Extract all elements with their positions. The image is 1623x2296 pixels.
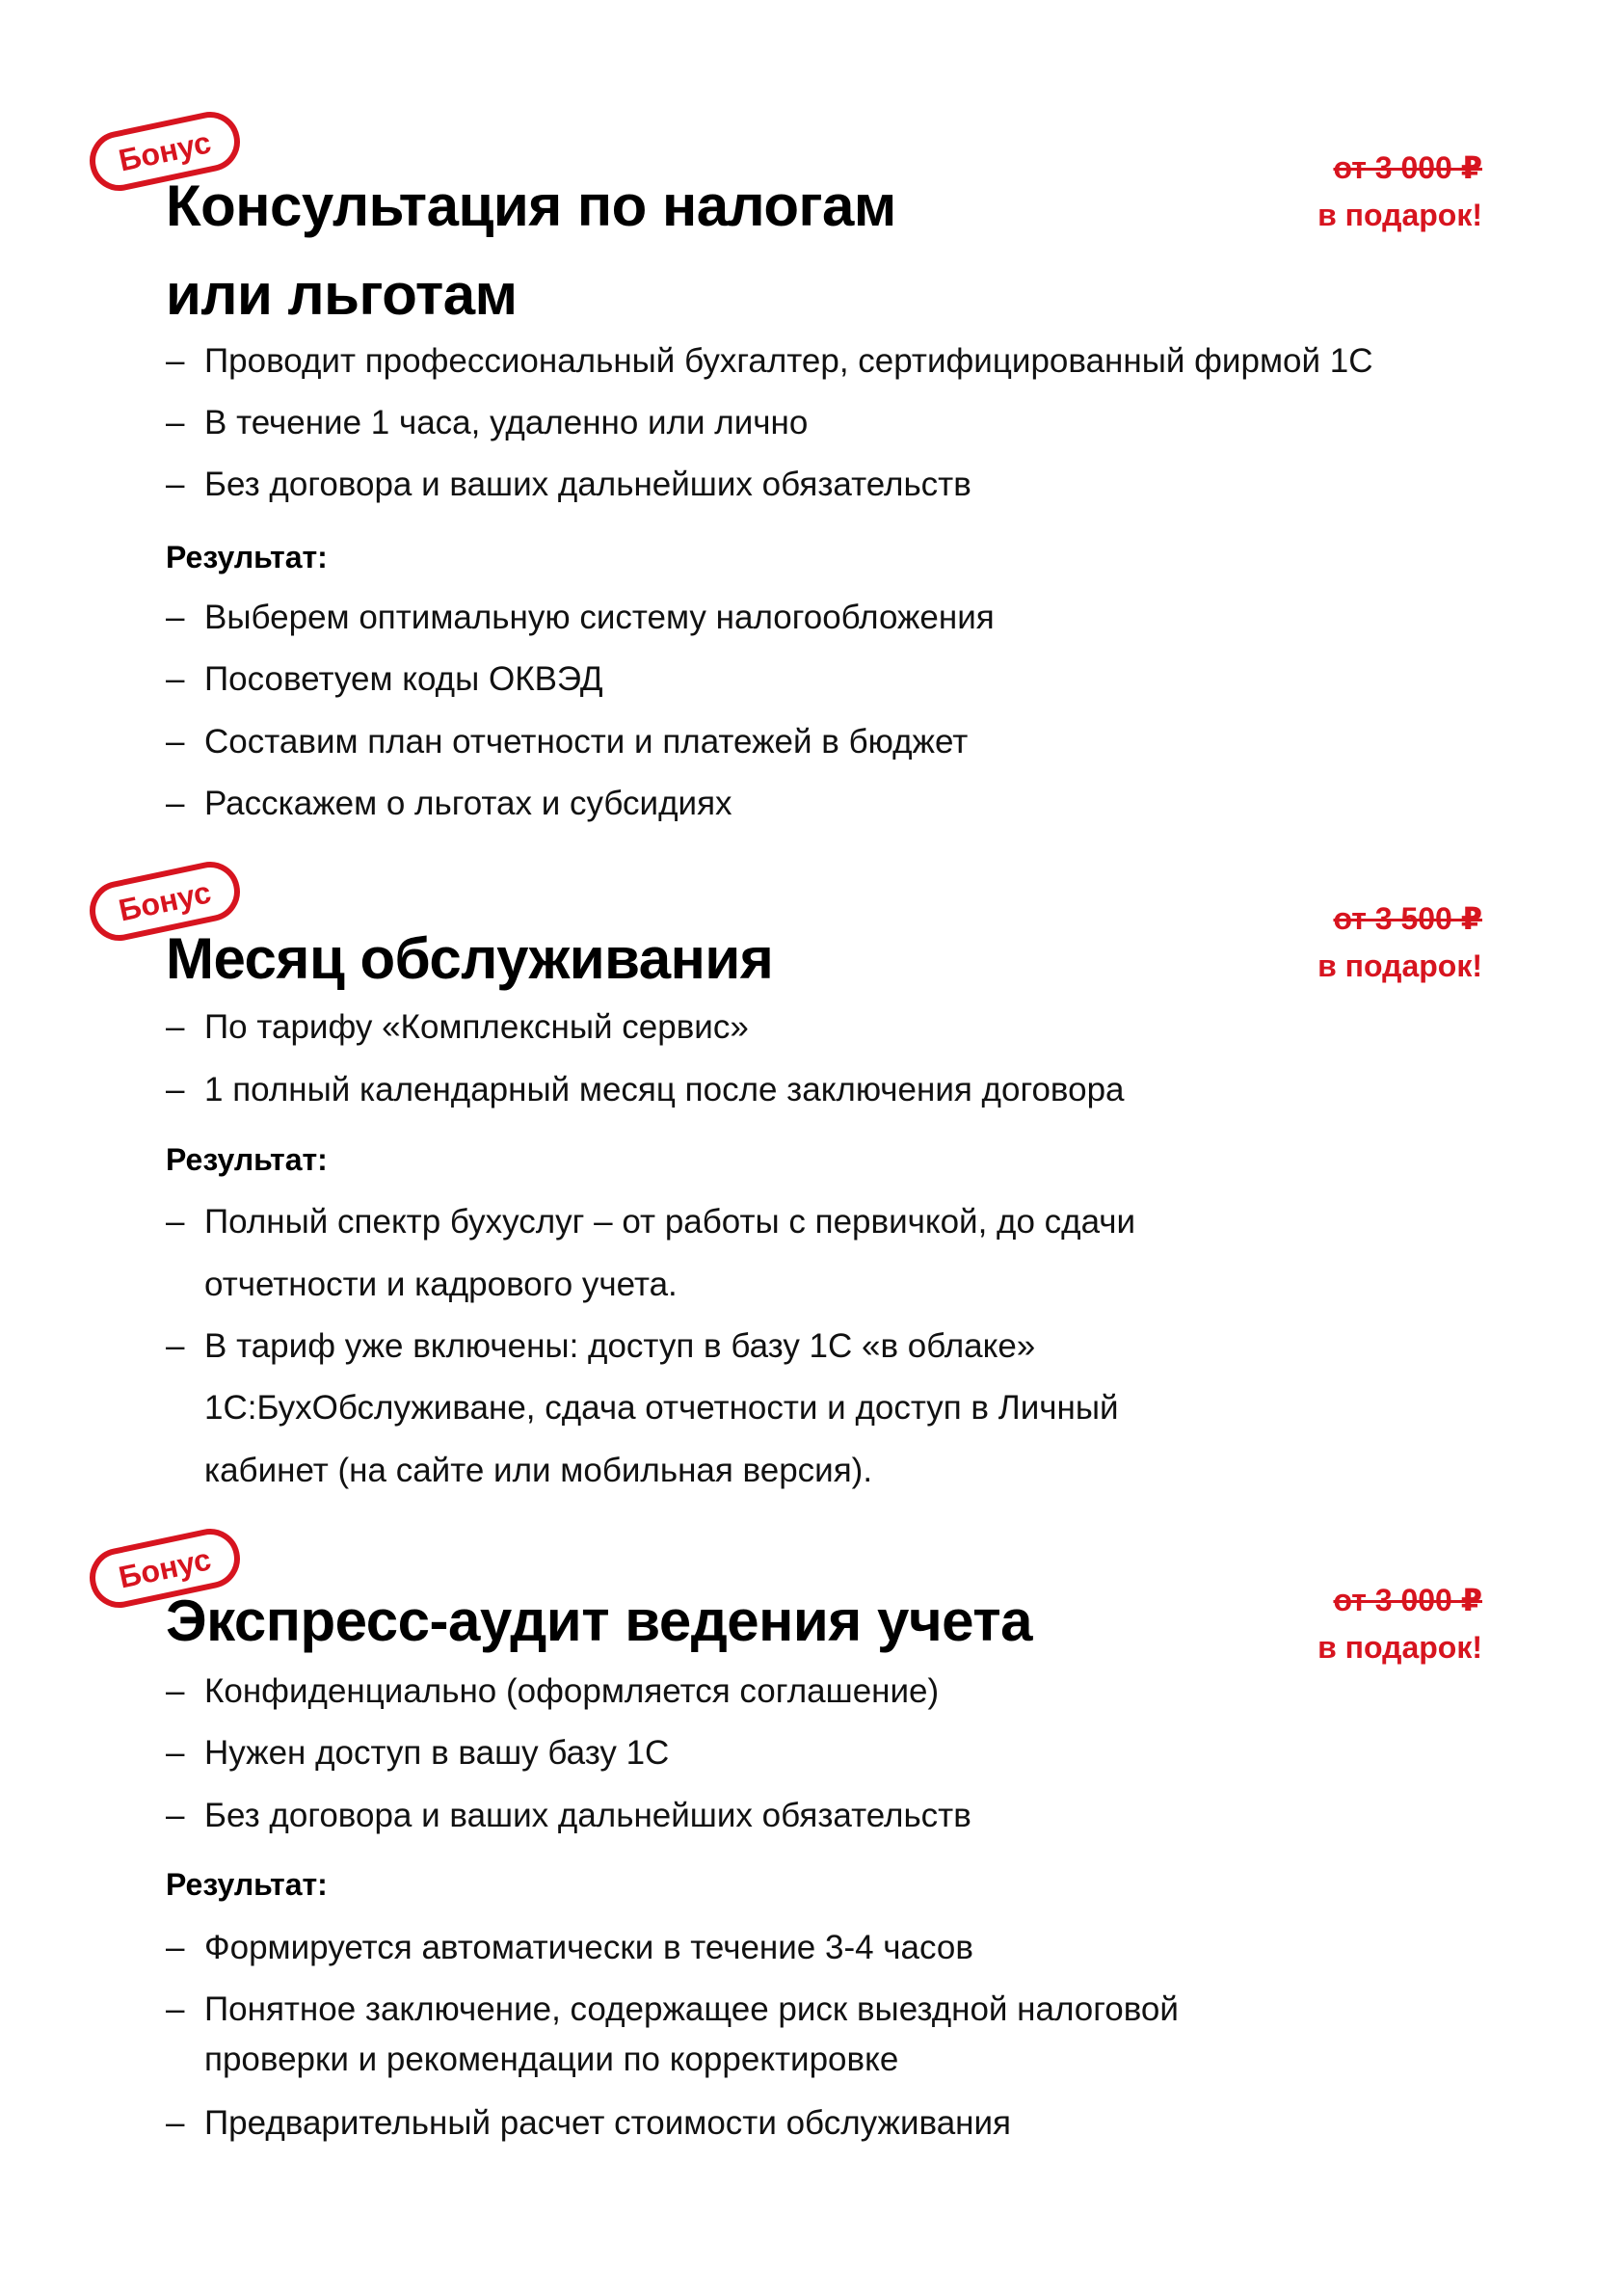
- result-label: Результат:: [166, 1142, 328, 1177]
- bullet-item: [166, 1795, 971, 1837]
- price-old: от 3 500 ₽: [1333, 901, 1482, 936]
- bullet-text: Без договора и ваших дальнейших обязательств: [204, 466, 971, 503]
- bonus-badge-label: Бонус: [115, 1541, 215, 1595]
- result-item: [166, 1325, 1035, 1368]
- result-item: [166, 2102, 1011, 2145]
- price-gift: в подарок!: [1317, 948, 1482, 983]
- price-block: [1317, 1577, 1482, 1671]
- dash: –: [166, 1327, 185, 1365]
- result-item: [166, 597, 995, 639]
- dash: –: [166, 2104, 185, 2142]
- result-item-continuation: проверки и рекомендации по корректировке: [204, 2041, 899, 2078]
- result-item-continuation: кабинет (на сайте или мобильная версия).: [204, 1452, 873, 1489]
- dash: –: [166, 1008, 185, 1046]
- result-item: [166, 658, 603, 701]
- section-title-line-1: Консультация по налогам: [166, 174, 896, 238]
- result-text: Предварительный расчет стоимости обслуживания: [204, 2104, 1011, 2142]
- dash: –: [166, 1203, 185, 1241]
- bullet-item: [166, 340, 1373, 383]
- dash: –: [166, 466, 185, 503]
- result-label: Результат:: [166, 540, 328, 574]
- bullet-item: [166, 1069, 1125, 1111]
- result-item-continuation: отчетности и кадрового учета.: [204, 1266, 678, 1303]
- result-item: [166, 721, 968, 763]
- result-item: [166, 1201, 1135, 1243]
- dash: –: [166, 1797, 185, 1834]
- result-item: [166, 783, 732, 825]
- dash: –: [166, 1734, 185, 1772]
- result-item: [166, 1989, 1179, 2031]
- bullet-text: По тарифу «Комплексный сервис»: [204, 1008, 749, 1046]
- section-title-line-2: или льготам: [166, 262, 518, 327]
- bullet-item: [166, 1670, 939, 1713]
- result-label: Результат:: [166, 1867, 328, 1902]
- bullet-text: В течение 1 часа, удаленно или лично: [204, 404, 809, 441]
- dash: –: [166, 1990, 185, 2028]
- dash: –: [166, 342, 185, 380]
- bullet-item: [166, 464, 971, 506]
- dash: –: [166, 1672, 185, 1710]
- price-block: [1317, 145, 1482, 239]
- bonus-badge-label: Бонус: [115, 874, 215, 928]
- result-item: [166, 1927, 973, 1969]
- result-text: Составим план отчетности и платежей в бюджет: [204, 723, 969, 761]
- bullet-text: Проводит профессиональный бухгалтер, сертифицированный фирмой 1С: [204, 342, 1373, 380]
- dash: –: [166, 723, 185, 761]
- dash: –: [166, 785, 185, 822]
- bullet-item: [166, 1006, 749, 1049]
- dash: –: [166, 660, 185, 698]
- result-item-continuation: 1С:БухОбслуживане, сдача отчетности и доступ в Личный: [204, 1389, 1119, 1427]
- result-text: Понятное заключение, содержащее риск выездной налоговой: [204, 1990, 1179, 2028]
- result-text: В тариф уже включены: доступ в базу 1С «в облаке»: [204, 1327, 1036, 1365]
- dash: –: [166, 1929, 185, 1966]
- result-text: Выберем оптимальную систему налогообложения: [204, 599, 995, 636]
- price-gift: в подарок!: [1317, 198, 1482, 232]
- bullet-text: Конфиденциально (оформляется соглашение): [204, 1672, 940, 1710]
- price-block: [1317, 895, 1482, 990]
- dash: –: [166, 1071, 185, 1108]
- price-gift: в подарок!: [1317, 1630, 1482, 1665]
- bullet-item: [166, 1732, 669, 1775]
- section-title: Месяц обслуживания: [166, 926, 774, 991]
- result-text: Формируется автоматически в течение 3-4 часов: [204, 1929, 973, 1966]
- bullet-item: [166, 402, 808, 444]
- dash: –: [166, 404, 185, 441]
- result-text: Расскажем о льготах и субсидиях: [204, 785, 732, 822]
- bullet-text: Без договора и ваших дальнейших обязательств: [204, 1797, 971, 1834]
- bullet-text: Нужен доступ в вашу базу 1С: [204, 1734, 670, 1772]
- result-text: Полный спектр бухуслуг – от работы с первичкой, до сдачи: [204, 1203, 1136, 1241]
- bonus-badge-label: Бонус: [115, 124, 215, 178]
- section-title: Экспресс-аудит ведения учета: [166, 1589, 1033, 1653]
- bullet-text: 1 полный календарный месяц после заключения договора: [204, 1071, 1125, 1108]
- price-old: от 3 000 ₽: [1333, 1583, 1482, 1617]
- result-text: Посоветуем коды ОКВЭД: [204, 660, 603, 698]
- dash: –: [166, 599, 185, 636]
- price-old: от 3 000 ₽: [1333, 150, 1482, 185]
